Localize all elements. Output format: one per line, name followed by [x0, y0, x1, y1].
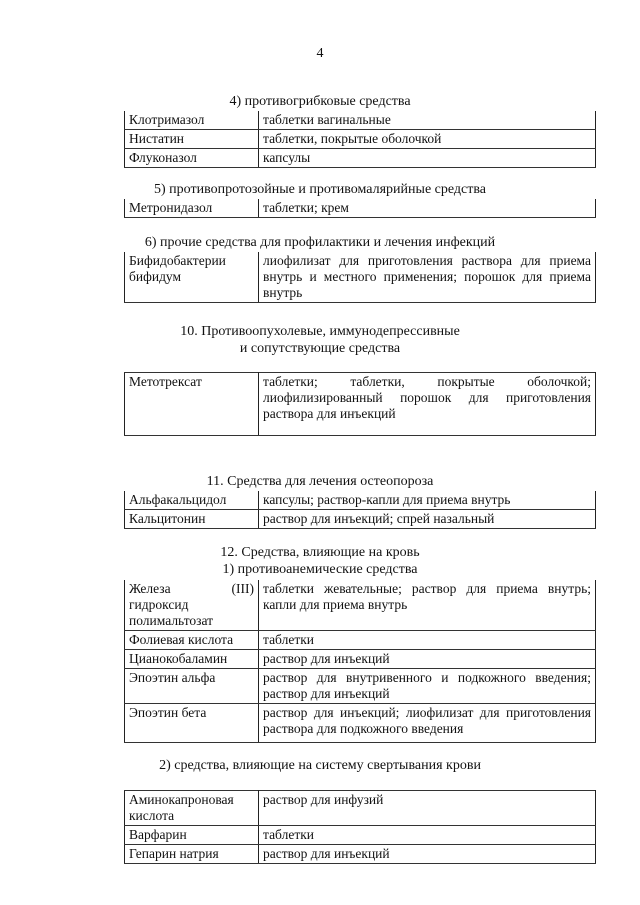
drug-form: капсулы; раствор-капли для приема внутрь: [259, 491, 596, 510]
drug-name: Флуконазол: [125, 149, 259, 168]
table-row: [125, 580, 596, 631]
drug-form: раствор для инъекций: [259, 845, 596, 864]
subsection-heading-coagulation: 2) средства, влияющие на систему свертывания крови: [159, 758, 481, 773]
table-row: [125, 491, 596, 510]
coagulation-table: [124, 790, 596, 864]
drug-name: Эпоэтин бета: [125, 704, 259, 743]
antifungal-table: [124, 111, 596, 168]
subsection-heading-antianemic: 1) противоанемические средства: [222, 562, 418, 577]
osteoporosis-table: [124, 491, 596, 529]
section-heading-osteoporosis: 11. Средства для лечения остеопороза: [206, 474, 434, 489]
drug-name: Метотрексат: [125, 373, 259, 436]
drug-form: таблетки; таблетки, покрытые оболочкой; лиофилизированный порошок для приготовления раствора для инъекций: [259, 373, 596, 436]
table-row: [125, 669, 596, 704]
table-row: [125, 704, 596, 743]
drug-name: Альфакальцидол: [125, 491, 259, 510]
drug-name: Кальцитонин: [125, 510, 259, 529]
drug-form: таблетки жевательные; раствор для приема внутрь; капли для приема внутрь: [259, 580, 596, 631]
drug-name: Варфарин: [125, 826, 259, 845]
table-row: [125, 845, 596, 864]
drug-name: Нистатин: [125, 130, 259, 149]
section-heading-antitumor-line2: и сопутствующие средства: [239, 341, 401, 356]
drug-name: Железа (III) гидроксид полимальтозат: [125, 580, 259, 631]
antitumor-table: [124, 372, 596, 436]
table-row: [125, 111, 596, 130]
section-heading-blood: 12. Средства, влияющие на кровь: [220, 545, 420, 560]
drug-name: Клотримазол: [125, 111, 259, 130]
table-row: [125, 373, 596, 436]
page-number: 4: [316, 46, 324, 61]
drug-name: Цианокобаламин: [125, 650, 259, 669]
section-heading-other-infection: 6) прочие средства для профилактики и лечения инфекций: [144, 235, 496, 250]
table-row: [125, 826, 596, 845]
drug-form: таблетки, покрытые оболочкой: [259, 130, 596, 149]
drug-name: Бифидобактерии бифидум: [125, 252, 259, 303]
drug-name: Фолиевая кислота: [125, 631, 259, 650]
table-row: [125, 650, 596, 669]
drug-form: раствор для инъекций; лиофилизат для приготовления раствора для подкожного введения: [259, 704, 596, 743]
drug-form: таблетки: [259, 826, 596, 845]
table-row: [125, 510, 596, 529]
table-row: [125, 631, 596, 650]
drug-name: Эпоэтин альфа: [125, 669, 259, 704]
drug-name: Метронидазол: [125, 199, 259, 218]
drug-form: лиофилизат для приготовления раствора для приема внутрь и местного применения; порошок для приема внутрь: [259, 252, 596, 303]
section-heading-antitumor-line1: 10. Противоопухолевые, иммунодепрессивные: [180, 324, 460, 339]
drug-form: таблетки: [259, 631, 596, 650]
table-row: [125, 149, 596, 168]
section-heading-antifungal: 4) противогрибковые средства: [229, 94, 411, 109]
drug-form: раствор для инъекций: [259, 650, 596, 669]
drug-form: раствор для внутривенного и подкожного введения; раствор для инъекций: [259, 669, 596, 704]
drug-name: Гепарин натрия: [125, 845, 259, 864]
drug-form: раствор для инфузий: [259, 791, 596, 826]
drug-form: таблетки; крем: [259, 199, 596, 218]
antiprotozoal-table: [124, 199, 596, 218]
drug-form: раствор для инъекций; спрей назальный: [259, 510, 596, 529]
table-row: [125, 791, 596, 826]
other-infection-table: [124, 252, 596, 303]
drug-form: таблетки вагинальные: [259, 111, 596, 130]
table-row: [125, 199, 596, 218]
drug-form: капсулы: [259, 149, 596, 168]
section-heading-antiprotozoal: 5) противопротозойные и противомалярийные средства: [153, 182, 486, 197]
antianemic-table: [124, 580, 596, 743]
table-row: [125, 252, 596, 303]
drug-name: Аминокапроновая кислота: [125, 791, 259, 826]
table-row: [125, 130, 596, 149]
